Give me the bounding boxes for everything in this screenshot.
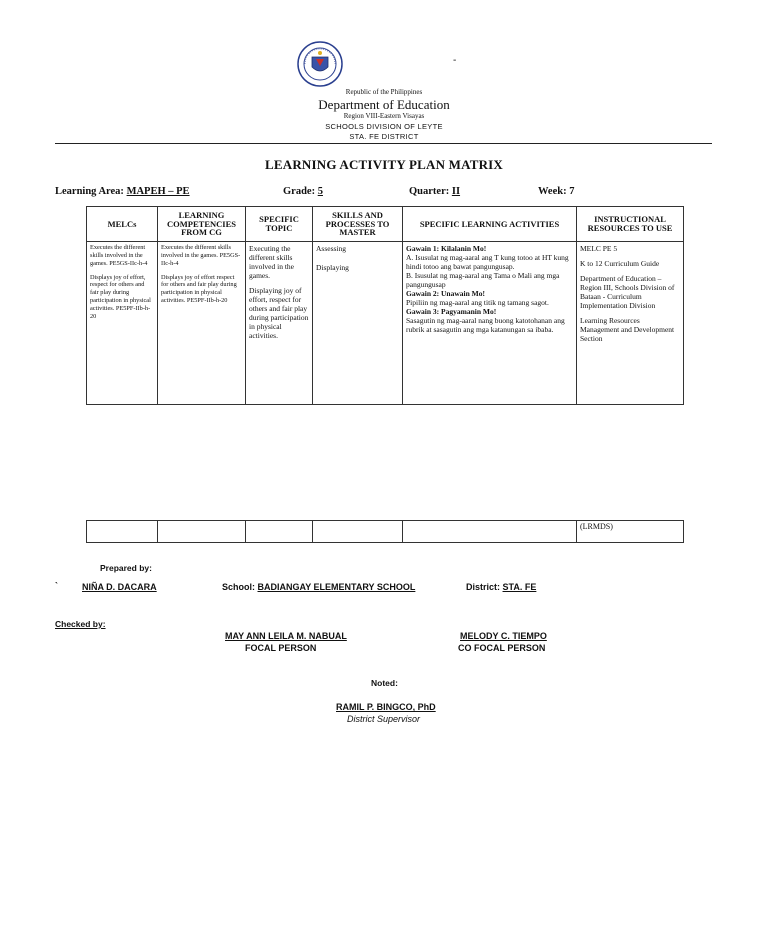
learning-area-value: MAPEH – PE (126, 186, 190, 197)
skill-1: Assessing (316, 244, 347, 253)
noted-name: RAMIL P. BINGCO, PhD (336, 702, 436, 712)
district-info (466, 582, 536, 592)
resources-cell (577, 242, 684, 405)
district-label: STA. FE DISTRICT (349, 132, 419, 141)
header-divider (55, 143, 712, 144)
checker2-name: MELODY C. TIEMPO (460, 631, 547, 641)
competency-1: Executes the different skills involved in the games. PE5GS-IIc-h-4 (161, 244, 241, 267)
school-info (222, 582, 415, 592)
table-header-row (87, 207, 684, 242)
topic-cell (246, 242, 313, 405)
header-activities: SPECIFIC LEARNING ACTIVITIES (403, 207, 577, 242)
checked-by-label: Checked by: (55, 619, 106, 629)
school-value: BADIANGAY ELEMENTARY SCHOOL (257, 582, 416, 592)
grade-label: Grade: (283, 186, 316, 197)
grade (283, 186, 323, 197)
header-dash: - (453, 55, 457, 66)
competency-2: Displays joy of effort respect for others and fair play during participation in physical activities. PE5PF-IIb-h-20 (161, 273, 237, 305)
noted-label: Noted: (371, 678, 398, 688)
department-label: Department of Education (318, 97, 450, 112)
district-value: STA. FE (502, 582, 537, 592)
gawain-3-title: Gawain 3: Pagyamanin Mo! (406, 307, 497, 316)
header-resources: INSTRUCTIONAL RESOURCES TO USE (577, 207, 684, 242)
lrmds-cell: (LRMDS) (577, 521, 684, 543)
school-label: School: (222, 582, 255, 592)
resource-2: K to 12 Curriculum Guide (580, 259, 660, 268)
quarter-label: Quarter: (409, 186, 450, 197)
gawain-2-text: Pipiliin ng mag-aaral ang titik ng tamang sagot. (406, 298, 549, 307)
empty-cell (246, 521, 313, 543)
deped-seal-logo (297, 41, 343, 87)
empty-cell (313, 521, 403, 543)
noted-role: District Supervisor (347, 714, 421, 724)
skills-cell (313, 242, 403, 405)
melc-1: Executes the different skills involved in the games. PE5GS-IIc-h-4 (90, 244, 148, 267)
empty-cell (158, 521, 246, 543)
stray-backtick: ` (55, 581, 58, 591)
checker1-name: MAY ANN LEILA M. NABUAL (225, 631, 347, 641)
plan-matrix-table (86, 206, 684, 405)
preparer-name: NIÑA D. DACARA (82, 582, 157, 592)
table-row (87, 242, 684, 405)
learning-area (55, 186, 190, 197)
gawain-1-title: Gawain 1: Kilalanin Mo! (406, 244, 487, 253)
header-skills: SKILLS AND PROCESSES TO MASTER (313, 207, 403, 242)
topic-1: Executing the different skills involved in the games. (249, 244, 294, 280)
gawain-2-title: Gawain 2: Unawain Mo! (406, 289, 485, 298)
region-label: Region VIII-Eastern Visayas (343, 112, 425, 120)
topic-2: Displaying joy of effort, respect for others and fair play during participation in physical activities. (249, 286, 309, 340)
resource-3: Department of Education – Region III, Schools Division of Bataan - Curriculum Implementation Division (580, 274, 675, 310)
division-label: SCHOOLS DIVISION OF LEYTE (325, 122, 443, 131)
quarter-value: II (451, 186, 461, 197)
grade-value: 5 (317, 186, 323, 197)
competencies-cell (158, 242, 246, 405)
quarter (409, 186, 460, 197)
resource-1: MELC PE 5 (580, 244, 618, 253)
header-melcs: MELCs (87, 207, 158, 242)
empty-cell (403, 521, 577, 543)
gawain-1-a: A. Isusulat ng mag-aaral ang T kung totoo at HT kung hindi totoo ang bawat pangungusap. (406, 253, 569, 271)
melcs-cell (87, 242, 158, 405)
header-topic: SPECIFIC TOPIC (246, 207, 313, 242)
table-row (87, 521, 684, 543)
plan-matrix-continuation (86, 520, 684, 543)
republic-label: Republic of the Philippines (345, 88, 423, 96)
gawain-1-b: B. Isusulat ng mag-aaral ang Tama o Mali ang mga pangungusap (406, 271, 560, 289)
checker1-role: FOCAL PERSON (245, 643, 317, 653)
prepared-by-label: Prepared by: (100, 563, 152, 573)
document-title: LEARNING ACTIVITY PLAN MATRIX (264, 157, 504, 172)
gawain-3-text: Sasagutin ng mag-aaral nang buong katotohanan ang rubrik at sasagutin ang mga katanungan sa ibaba. (406, 316, 565, 334)
checker2-role: CO FOCAL PERSON (458, 643, 546, 653)
header-competencies: LEARNING COMPETENCIES FROM CG (158, 207, 246, 242)
empty-cell (87, 521, 158, 543)
melc-2: Displays joy of effort, respect for others and fair play during participation in physical activities. PE5PF-IIb-h-20 (90, 273, 151, 320)
week-label: Week: 7 (538, 186, 575, 197)
activities-cell (403, 242, 577, 405)
resource-4: Learning Resources Management and Development Section (580, 316, 675, 343)
learning-area-label: Learning Area: (55, 186, 124, 197)
skill-2: Displaying (316, 263, 349, 272)
district-info-label: District: (466, 582, 501, 592)
